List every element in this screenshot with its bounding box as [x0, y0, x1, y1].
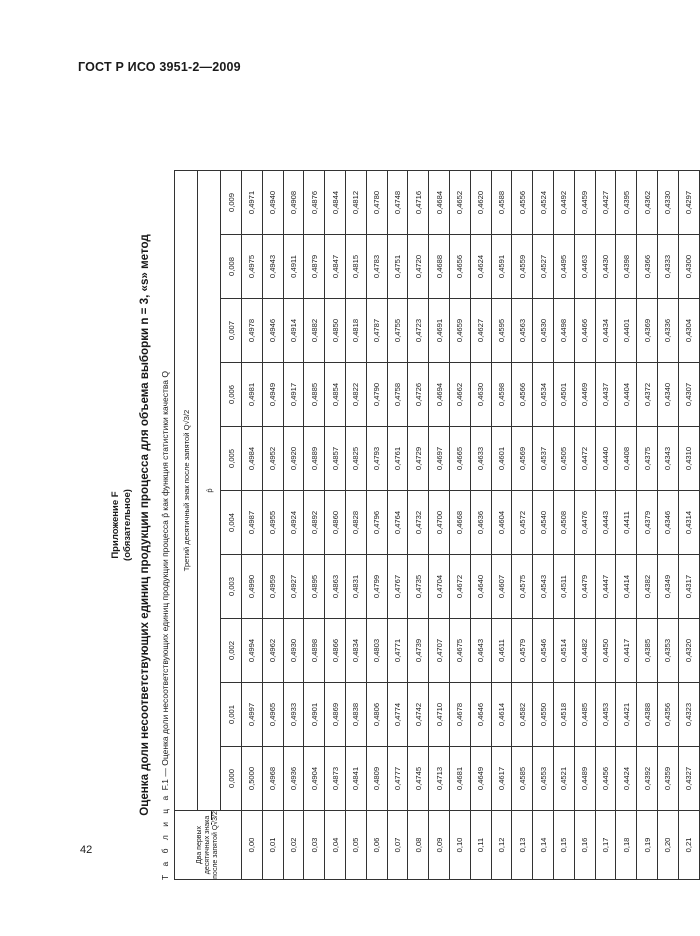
table-cell: 0,4803 — [366, 619, 387, 683]
row-key-cell: 0,05 — [345, 811, 366, 880]
table-cell: 0,4716 — [408, 171, 429, 235]
table-cell: 0,4540 — [533, 491, 554, 555]
row-key-cell: 0,16 — [574, 811, 595, 880]
table-cell: 0,4984 — [242, 427, 263, 491]
table-cell: 0,4579 — [512, 619, 533, 683]
table-cell: 0,4336 — [657, 299, 678, 363]
row-key-cell: 0,08 — [408, 811, 429, 880]
column-header: 0,003 — [221, 555, 242, 619]
table-cell: 0,4908 — [283, 171, 304, 235]
table-row — [242, 171, 263, 880]
table-cell: 0,4385 — [637, 619, 658, 683]
table-cell: 0,4892 — [304, 491, 325, 555]
table-caption — [160, 170, 170, 880]
table-cell: 0,4466 — [574, 299, 595, 363]
table-cell: 0,4346 — [657, 491, 678, 555]
table-cell: 0,4806 — [366, 683, 387, 747]
table-cell: 0,4356 — [657, 683, 678, 747]
table-cell: 0,4812 — [345, 171, 366, 235]
appendix-note: (обязательное) — [122, 489, 133, 561]
table-cell: 0,4914 — [283, 299, 304, 363]
table-cell: 0,4955 — [262, 491, 283, 555]
table-row — [449, 171, 470, 880]
table-row — [491, 171, 512, 880]
table-cell: 0,4630 — [470, 363, 491, 427]
row-key-cell: 0,06 — [366, 811, 387, 880]
table-cell: 0,4940 — [262, 171, 283, 235]
table-cell: 0,4611 — [491, 619, 512, 683]
table-cell: 0,4646 — [470, 683, 491, 747]
table-cell: 0,4684 — [429, 171, 450, 235]
table-row — [512, 171, 533, 880]
table-cell: 0,4556 — [512, 171, 533, 235]
table-cell: 0,4537 — [533, 427, 554, 491]
column-header: 0,000 — [221, 747, 242, 811]
table-cell: 0,4818 — [345, 299, 366, 363]
table-cell: 0,4767 — [387, 555, 408, 619]
table-cell: 0,4417 — [616, 619, 637, 683]
table-cell: 0,4553 — [533, 747, 554, 811]
row-key-cell: 0,09 — [429, 811, 450, 880]
table-cell: 0,4652 — [449, 171, 470, 235]
table-cell: 0,4745 — [408, 747, 429, 811]
row-key-cell: 0,03 — [304, 811, 325, 880]
table-cell: 0,4320 — [678, 619, 699, 683]
table-cell: 0,4340 — [657, 363, 678, 427]
table-cell: 0,4857 — [325, 427, 346, 491]
table-cell: 0,4841 — [345, 747, 366, 811]
table-cell: 0,4665 — [449, 427, 470, 491]
table-cell: 0,4751 — [387, 235, 408, 299]
table-cell: 0,4850 — [325, 299, 346, 363]
table-cell: 0,4681 — [449, 747, 470, 811]
column-header: 0,005 — [221, 427, 242, 491]
table-cell: 0,4375 — [637, 427, 658, 491]
table-cell: 0,4933 — [283, 683, 304, 747]
page-number: 42 — [80, 844, 93, 856]
table-cell: 0,4758 — [387, 363, 408, 427]
row-key-cell: 0,11 — [470, 811, 491, 880]
table-cell: 0,4392 — [637, 747, 658, 811]
table-cell: 0,4304 — [678, 299, 699, 363]
table-cell: 0,4936 — [283, 747, 304, 811]
table-cell: 0,4904 — [304, 747, 325, 811]
table-cell: 0,4601 — [491, 427, 512, 491]
row-key-cell: 0,17 — [595, 811, 616, 880]
table-cell: 0,4427 — [595, 171, 616, 235]
table-cell: 0,4440 — [595, 427, 616, 491]
table-cell: 0,4617 — [491, 747, 512, 811]
table-cell: 0,4530 — [533, 299, 554, 363]
row-key-cell: 0,12 — [491, 811, 512, 880]
table-cell: 0,4847 — [325, 235, 346, 299]
table-cell: 0,4895 — [304, 555, 325, 619]
table-cell: 0,4920 — [283, 427, 304, 491]
table-cell: 0,4588 — [491, 171, 512, 235]
table-cell: 0,4604 — [491, 491, 512, 555]
table-cell: 0,4359 — [657, 747, 678, 811]
row-key-cell: 0,15 — [553, 811, 574, 880]
table-cell: 0,4585 — [512, 747, 533, 811]
column-header: 0,009 — [221, 171, 242, 235]
table-cell: 0,4323 — [678, 683, 699, 747]
appendix-label: Приложение F — [110, 491, 121, 559]
table-cell: 0,4476 — [574, 491, 595, 555]
table-cell: 0,4317 — [678, 555, 699, 619]
table-cell: 0,4430 — [595, 235, 616, 299]
table-cell: 0,4952 — [262, 427, 283, 491]
table-cell: 0,4614 — [491, 683, 512, 747]
table-cell: 0,4879 — [304, 235, 325, 299]
table-cell: 0,4636 — [470, 491, 491, 555]
table-row — [553, 171, 574, 880]
table-cell: 0,4379 — [637, 491, 658, 555]
table-cell: 0,4479 — [574, 555, 595, 619]
table-cell: 0,4330 — [657, 171, 678, 235]
row-key-cell: 0,19 — [637, 811, 658, 880]
table-cell: 0,4978 — [242, 299, 263, 363]
table-cell: 0,4524 — [533, 171, 554, 235]
table-cell: 0,4876 — [304, 171, 325, 235]
table-cell: 0,4777 — [387, 747, 408, 811]
table-cell: 0,4563 — [512, 299, 533, 363]
table-cell: 0,4633 — [470, 427, 491, 491]
table-cell: 0,4822 — [345, 363, 366, 427]
table-cell: 0,4624 — [470, 235, 491, 299]
table-cell: 0,4949 — [262, 363, 283, 427]
table-cell: 0,4748 — [387, 171, 408, 235]
table-cell: 0,4930 — [283, 619, 304, 683]
table-cell: 0,4414 — [616, 555, 637, 619]
table-cell: 0,4854 — [325, 363, 346, 427]
table-cell: 0,4595 — [491, 299, 512, 363]
table-row — [533, 171, 554, 880]
column-header-row — [221, 171, 242, 880]
table-cell: 0,4732 — [408, 491, 429, 555]
table-cell: 0,4607 — [491, 555, 512, 619]
row-key-cell: 0,07 — [387, 811, 408, 880]
table-cell: 0,4521 — [553, 747, 574, 811]
table-cell: 0,5000 — [242, 747, 263, 811]
table-cell: 0,4511 — [553, 555, 574, 619]
table-cell: 0,4809 — [366, 747, 387, 811]
table-cell: 0,4668 — [449, 491, 470, 555]
table-cell: 0,4297 — [678, 171, 699, 235]
row-key-cell: 0,02 — [283, 811, 304, 880]
row-header-sqrt: √3/2 — [212, 811, 219, 825]
row-key-cell: 0,20 — [657, 811, 678, 880]
table-cell: 0,4498 — [553, 299, 574, 363]
table-cell: 0,4662 — [449, 363, 470, 427]
table-cell: 0,4739 — [408, 619, 429, 683]
table-cell: 0,4388 — [637, 683, 658, 747]
group-header: Третий десятичный знак после запятой Q√3/2 — [175, 171, 198, 811]
row-key-cell: 0,01 — [262, 811, 283, 880]
table-cell: 0,4505 — [553, 427, 574, 491]
table-cell: 0,4825 — [345, 427, 366, 491]
table-cell: 0,4917 — [283, 363, 304, 427]
table-cell: 0,4485 — [574, 683, 595, 747]
caption-number: F.1 — [160, 779, 170, 791]
row-header-line — [212, 811, 220, 879]
table-cell: 0,4863 — [325, 555, 346, 619]
table-cell: 0,4815 — [345, 235, 366, 299]
column-header: 0,004 — [221, 491, 242, 555]
table-row — [429, 171, 450, 880]
table-cell: 0,4333 — [657, 235, 678, 299]
table-cell: 0,4343 — [657, 427, 678, 491]
table-cell: 0,4742 — [408, 683, 429, 747]
table-cell: 0,4997 — [242, 683, 263, 747]
table-cell: 0,4771 — [387, 619, 408, 683]
table-row — [304, 171, 325, 880]
table-cell: 0,4421 — [616, 683, 637, 747]
table-cell: 0,4713 — [429, 747, 450, 811]
table-cell: 0,4591 — [491, 235, 512, 299]
table-row — [387, 171, 408, 880]
table-cell: 0,4463 — [574, 235, 595, 299]
table-cell: 0,4726 — [408, 363, 429, 427]
table-cell: 0,4434 — [595, 299, 616, 363]
table-cell: 0,4946 — [262, 299, 283, 363]
column-header: 0,007 — [221, 299, 242, 363]
table-cell: 0,4366 — [637, 235, 658, 299]
table-cell: 0,4447 — [595, 555, 616, 619]
table-cell: 0,4372 — [637, 363, 658, 427]
table-cell: 0,4720 — [408, 235, 429, 299]
table-cell: 0,4353 — [657, 619, 678, 683]
table-cell: 0,4314 — [678, 491, 699, 555]
column-header: 0,008 — [221, 235, 242, 299]
row-key-cell: 0,00 — [242, 811, 263, 880]
table-cell: 0,4672 — [449, 555, 470, 619]
table-cell: 0,4472 — [574, 427, 595, 491]
table-cell: 0,4866 — [325, 619, 346, 683]
row-header-line: десятичных знака — [204, 815, 211, 875]
table-row — [574, 171, 595, 880]
column-header: 0,006 — [221, 363, 242, 427]
table-cell: 0,4349 — [657, 555, 678, 619]
table-cell: 0,4453 — [595, 683, 616, 747]
table-cell: 0,4783 — [366, 235, 387, 299]
table-cell: 0,4729 — [408, 427, 429, 491]
table-cell: 0,4889 — [304, 427, 325, 491]
table-cell: 0,4518 — [553, 683, 574, 747]
table-cell: 0,4534 — [533, 363, 554, 427]
table-row — [325, 171, 346, 880]
table-cell: 0,4700 — [429, 491, 450, 555]
table-cell: 0,4408 — [616, 427, 637, 491]
table-cell: 0,4959 — [262, 555, 283, 619]
table-cell: 0,4382 — [637, 555, 658, 619]
table-cell: 0,4707 — [429, 619, 450, 683]
page-title: Оценка доли несоответствующих единиц продукции процесса для объема выборки n = 3, «s» метод — [138, 234, 151, 816]
table-cell: 0,4482 — [574, 619, 595, 683]
table-cell: 0,4774 — [387, 683, 408, 747]
table-row — [595, 171, 616, 880]
table-cell: 0,4704 — [429, 555, 450, 619]
table-cell: 0,4469 — [574, 363, 595, 427]
table-cell: 0,4873 — [325, 747, 346, 811]
table-cell: 0,4924 — [283, 491, 304, 555]
table-row — [366, 171, 387, 880]
rotated-appendix-content — [98, 170, 694, 880]
table-cell: 0,4656 — [449, 235, 470, 299]
table-cell: 0,4787 — [366, 299, 387, 363]
table-cell: 0,4675 — [449, 619, 470, 683]
table-cell: 0,4981 — [242, 363, 263, 427]
table-cell: 0,4882 — [304, 299, 325, 363]
table-cell: 0,4943 — [262, 235, 283, 299]
row-key-cell: 0,21 — [678, 811, 699, 880]
table-cell: 0,4527 — [533, 235, 554, 299]
table-cell: 0,4761 — [387, 427, 408, 491]
row-key-cell: 0,13 — [512, 811, 533, 880]
row-header-line: Два первых — [196, 825, 203, 865]
row-key-cell: 0,04 — [325, 811, 346, 880]
table-cell: 0,4543 — [533, 555, 554, 619]
caption-prefix: Т а б л и ц а — [160, 792, 170, 880]
table-cell: 0,4492 — [553, 171, 574, 235]
table-cell: 0,4975 — [242, 235, 263, 299]
table-cell: 0,4860 — [325, 491, 346, 555]
table-cell: 0,4411 — [616, 491, 637, 555]
table-cell: 0,4395 — [616, 171, 637, 235]
table-cell: 0,4688 — [429, 235, 450, 299]
table-cell: 0,4598 — [491, 363, 512, 427]
table-cell: 0,4582 — [512, 683, 533, 747]
table-row — [657, 171, 678, 880]
table-cell: 0,4398 — [616, 235, 637, 299]
row-header-text: после запятой Q — [212, 824, 219, 879]
table-cell: 0,4697 — [429, 427, 450, 491]
table-cell: 0,4911 — [283, 235, 304, 299]
column-header: 0,002 — [221, 619, 242, 683]
table-cell: 0,4962 — [262, 619, 283, 683]
table-row — [283, 171, 304, 880]
row-key-cell: 0,14 — [533, 811, 554, 880]
table-cell: 0,4901 — [304, 683, 325, 747]
table-cell: 0,4404 — [616, 363, 637, 427]
table-cell: 0,4643 — [470, 619, 491, 683]
table-cell: 0,4799 — [366, 555, 387, 619]
table-cell: 0,4990 — [242, 555, 263, 619]
table-container — [174, 170, 700, 880]
phat-symbol: p̂ — [198, 171, 221, 811]
table-cell: 0,4369 — [637, 299, 658, 363]
table-cell: 0,4620 — [470, 171, 491, 235]
table-cell: 0,4793 — [366, 427, 387, 491]
table-cell: 0,4307 — [678, 363, 699, 427]
row-key-cell: 0,18 — [616, 811, 637, 880]
table-body — [242, 171, 700, 880]
table-row — [616, 171, 637, 880]
lookup-table — [174, 170, 700, 880]
table-cell: 0,4691 — [429, 299, 450, 363]
table-cell: 0,4362 — [637, 171, 658, 235]
table-row — [678, 171, 699, 880]
appendix-heading — [110, 170, 134, 880]
document-code: ГОСТ Р ИСО 3951-2—2009 — [78, 60, 241, 74]
caption-text: — Оценка доли несоответствующих единиц продукции процесса p̂ как функция статистики качества Q — [160, 371, 170, 777]
table-cell: 0,4627 — [470, 299, 491, 363]
table-row — [637, 171, 658, 880]
table-cell: 0,4838 — [345, 683, 366, 747]
table-row — [262, 171, 283, 880]
table-cell: 0,4828 — [345, 491, 366, 555]
table-cell: 0,4764 — [387, 491, 408, 555]
table-cell: 0,4710 — [429, 683, 450, 747]
table-cell: 0,4755 — [387, 299, 408, 363]
table-cell: 0,4927 — [283, 555, 304, 619]
table-cell: 0,4790 — [366, 363, 387, 427]
table-cell: 0,4834 — [345, 619, 366, 683]
table-cell: 0,4514 — [553, 619, 574, 683]
table-cell: 0,4678 — [449, 683, 470, 747]
table-cell: 0,4869 — [325, 683, 346, 747]
table-cell: 0,4459 — [574, 171, 595, 235]
table-cell: 0,4796 — [366, 491, 387, 555]
table-cell: 0,4300 — [678, 235, 699, 299]
row-header-cell — [175, 811, 242, 880]
table-cell: 0,4831 — [345, 555, 366, 619]
table-cell: 0,4994 — [242, 619, 263, 683]
table-row — [470, 171, 491, 880]
table-cell: 0,4659 — [449, 299, 470, 363]
table-cell: 0,4575 — [512, 555, 533, 619]
table-cell: 0,4968 — [262, 747, 283, 811]
table-cell: 0,4489 — [574, 747, 595, 811]
table-cell: 0,4723 — [408, 299, 429, 363]
table-cell: 0,4550 — [533, 683, 554, 747]
table-cell: 0,4649 — [470, 747, 491, 811]
table-cell: 0,4495 — [553, 235, 574, 299]
table-cell: 0,4640 — [470, 555, 491, 619]
table-cell: 0,4844 — [325, 171, 346, 235]
table-cell: 0,4546 — [533, 619, 554, 683]
table-cell: 0,4780 — [366, 171, 387, 235]
table-cell: 0,4987 — [242, 491, 263, 555]
table-cell: 0,4566 — [512, 363, 533, 427]
table-cell: 0,4401 — [616, 299, 637, 363]
table-cell: 0,4456 — [595, 747, 616, 811]
table-cell: 0,4437 — [595, 363, 616, 427]
column-header: 0,001 — [221, 683, 242, 747]
table-cell: 0,4327 — [678, 747, 699, 811]
table-cell: 0,4424 — [616, 747, 637, 811]
table-row — [408, 171, 429, 880]
table-row — [345, 171, 366, 880]
table-cell: 0,4559 — [512, 235, 533, 299]
table-cell: 0,4971 — [242, 171, 263, 235]
table-cell: 0,4569 — [512, 427, 533, 491]
row-key-cell: 0,10 — [449, 811, 470, 880]
table-cell: 0,4450 — [595, 619, 616, 683]
table-cell: 0,4508 — [553, 491, 574, 555]
table-cell: 0,4898 — [304, 619, 325, 683]
table-cell: 0,4694 — [429, 363, 450, 427]
table-cell: 0,4572 — [512, 491, 533, 555]
table-cell: 0,4735 — [408, 555, 429, 619]
table-cell: 0,4885 — [304, 363, 325, 427]
table-cell: 0,4310 — [678, 427, 699, 491]
table-cell: 0,4443 — [595, 491, 616, 555]
table-cell: 0,4501 — [553, 363, 574, 427]
table-cell: 0,4965 — [262, 683, 283, 747]
